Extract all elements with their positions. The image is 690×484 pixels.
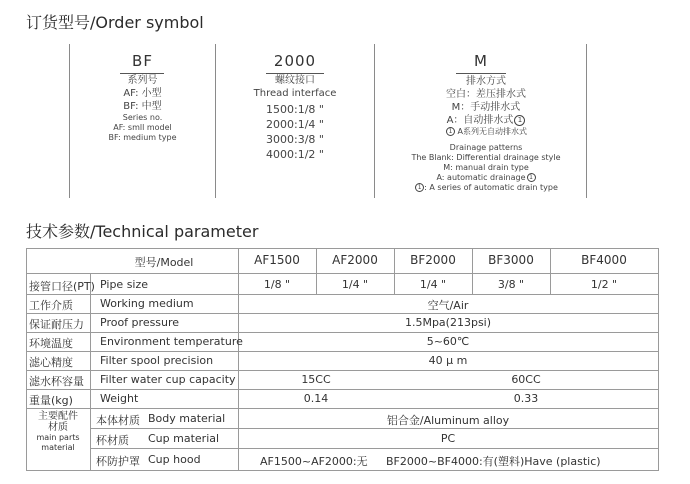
drain-blank-cn: 空白：差压排水式 <box>446 89 526 100</box>
medium-value: 空气/Air <box>427 299 469 312</box>
body-material-value: 铝合金/Aluminum alloy <box>386 414 510 427</box>
temperature-en: Environment temperature <box>100 335 243 348</box>
thread-option: 1500:1/8 " <box>266 103 324 116</box>
divider <box>215 44 216 198</box>
pipe-size-en: Pipe size <box>100 278 149 291</box>
cup-hood-cn: 杯防护罩 <box>96 455 140 468</box>
body-material-cn: 本体材质 <box>96 414 140 427</box>
weight-cn: 重量(kg) <box>29 394 73 407</box>
thread-desc <box>230 74 360 162</box>
drain-column <box>386 52 576 70</box>
series-title-en: Series no. <box>122 113 163 122</box>
spec-table <box>26 248 658 471</box>
note-marker: 1 <box>527 173 536 182</box>
filter-precision-en: Filter spool precision <box>100 354 214 367</box>
material-cn: 材质 <box>48 422 68 433</box>
series-title-cn: 系列号 <box>127 75 158 86</box>
drain-desc <box>386 75 586 193</box>
series-code: BF <box>132 52 153 70</box>
medium-cn: 工作介质 <box>29 299 73 312</box>
model-name: AF1500 <box>254 253 300 267</box>
cup-capacity-af: 15CC <box>301 373 331 386</box>
note-marker: 1 <box>446 127 455 136</box>
temperature-value: 5~60℃ <box>426 335 470 348</box>
weight-af: 0.14 <box>303 392 329 405</box>
series-af-cn: AF: 小型 <box>123 88 162 99</box>
temperature-cn: 环境温度 <box>29 337 73 350</box>
divider <box>69 44 70 198</box>
series-column <box>80 52 205 70</box>
pipe-size-value: 1/2 " <box>590 278 618 291</box>
filter-precision-value: 40 μ m <box>428 354 468 367</box>
pipe-size-value: 1/4 " <box>419 278 447 291</box>
proof-pressure-en: Proof pressure <box>100 316 180 329</box>
drain-code: M <box>474 52 488 70</box>
series-bf-en: BF: medium type <box>108 133 177 142</box>
cup-hood-bf: BF2000~BF4000:有(塑料)Have (plastic) <box>386 455 601 468</box>
series-desc <box>80 74 205 143</box>
drain-blank-en: The Blank: Differential drainage style <box>411 153 561 162</box>
thread-option: 2000:1/4 " <box>266 118 324 131</box>
main-parts-label <box>26 411 90 453</box>
main-parts-en: main parts <box>36 433 80 442</box>
proof-pressure-cn: 保证耐压力 <box>29 318 84 331</box>
thread-option: 4000:1/2 " <box>266 148 324 161</box>
thread-option: 3000:3/8 " <box>266 133 324 146</box>
drain-underline <box>456 73 506 74</box>
drain-auto-cn: A：自动排水式 1 <box>386 114 586 127</box>
drain-auto-en: A: automatic drainage 1 <box>386 173 586 183</box>
thread-column <box>230 52 360 70</box>
pipe-size-cn: 接管口径(PT) <box>29 280 95 293</box>
model-name: AF2000 <box>332 253 378 267</box>
model-name: BF4000 <box>581 253 627 267</box>
weight-en: Weight <box>100 392 139 405</box>
cup-capacity-bf: 60CC <box>511 373 541 386</box>
order-symbol-heading: 订货型号/Order symbol <box>26 13 204 32</box>
pipe-size-value: 3/8 " <box>497 278 525 291</box>
filter-precision-cn: 滤心精度 <box>29 356 73 369</box>
model-name: BF3000 <box>488 253 534 267</box>
technical-parameter-heading: 技术参数/Technical parameter <box>26 222 259 241</box>
drain-title-cn: 排水方式 <box>466 76 506 87</box>
cup-material-cn: 杯材质 <box>96 434 129 447</box>
cup-capacity-en: Filter water cup capacity <box>100 373 236 386</box>
cup-material-value: PC <box>440 432 456 445</box>
proof-pressure-value: 1.5Mpa(213psi) <box>404 316 492 329</box>
thread-code: 2000 <box>273 52 317 70</box>
note-marker: 1 <box>514 115 525 126</box>
drain-note-cn: 1 A系列无自动排水式 <box>386 127 586 137</box>
drain-title-en: Drainage patterns <box>449 143 523 152</box>
drain-manual-en: M: manual drain type <box>443 163 529 172</box>
drain-note-en: 1 : A series of automatic drain type <box>386 183 586 193</box>
drain-manual-cn: M：手动排水式 <box>451 102 521 113</box>
series-bf-cn: BF: 中型 <box>123 101 162 112</box>
model-name: BF2000 <box>410 253 456 267</box>
model-header: 型号/Model <box>134 256 194 269</box>
divider <box>586 44 587 198</box>
body-material-en: Body material <box>148 412 226 425</box>
cup-material-en: Cup material <box>148 432 220 445</box>
note-marker: 1 <box>415 183 424 192</box>
thread-title-cn: 螺纹接口 <box>275 75 315 86</box>
cup-hood-af: AF1500~AF2000:无 <box>260 455 368 468</box>
main-parts-cn: 主要配件 <box>38 411 78 422</box>
cup-capacity-cn: 滤水杯容量 <box>29 375 84 388</box>
series-af-en: AF: smll model <box>113 123 172 132</box>
divider <box>374 44 375 198</box>
thread-title-en: Thread interface <box>253 88 337 99</box>
pipe-size-value: 1/4 " <box>341 278 369 291</box>
cup-hood-en: Cup hood <box>148 453 201 466</box>
weight-bf: 0.33 <box>513 392 539 405</box>
material-en: material <box>41 443 75 452</box>
pipe-size-value: 1/8 " <box>263 278 291 291</box>
medium-en: Working medium <box>100 297 194 310</box>
